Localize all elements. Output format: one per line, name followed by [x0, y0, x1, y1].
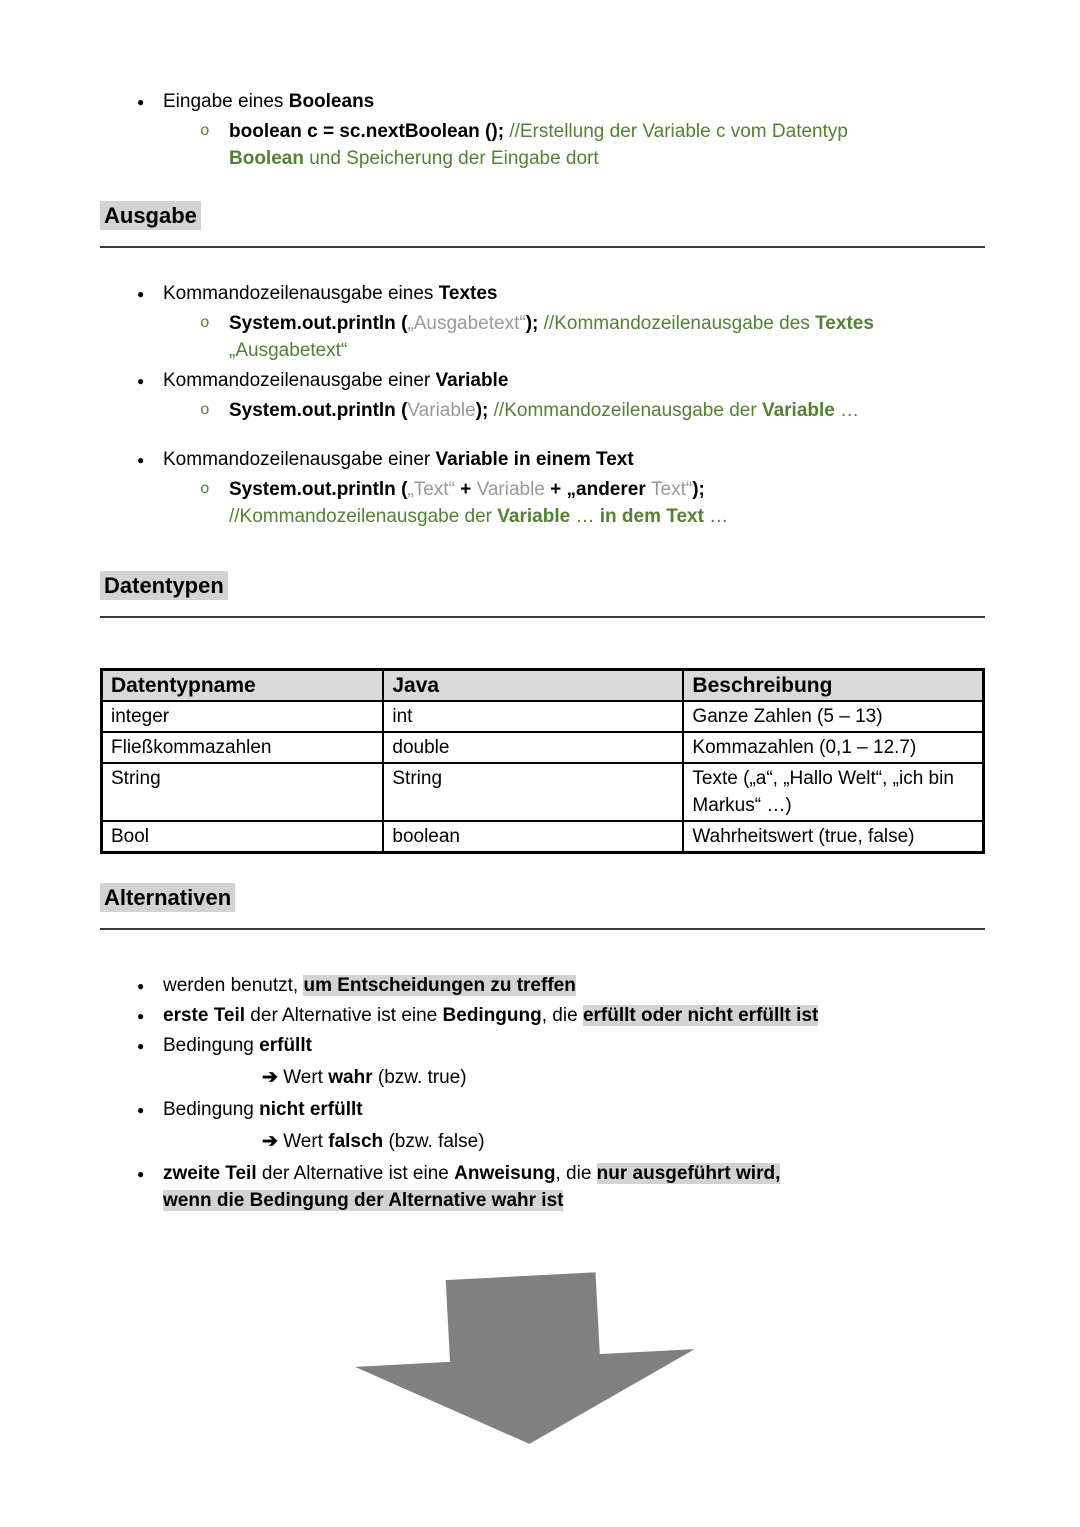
table-cell: integer	[102, 701, 384, 732]
table-cell: Ganze Zahlen (5 – 13)	[683, 701, 983, 732]
section-heading-ausgabe	[100, 202, 985, 248]
code-item-println-variable-in-text	[100, 476, 985, 530]
table-cell: Wahrheitswert (true, false)	[683, 821, 983, 853]
bullet-text: Kommandozeilenausgabe einer Variable	[163, 370, 509, 391]
bullet-text: zweite Teil der Alternative ist eine Anweisung, die nur ausgeführt wird,	[163, 1163, 781, 1184]
arrow-text: ➔ Wert falsch (bzw. false)	[262, 1131, 485, 1152]
code-line: o System.out.println („Text“ + Variable + „anderer Text“);	[229, 479, 705, 500]
comment-line: //Kommandozeilenausgabe der Variable … in dem Text …	[229, 506, 729, 527]
table-cell: boolean	[383, 821, 683, 853]
bullet-item-ausgabe-variable-in-text	[100, 446, 985, 473]
code-item-println-variable	[100, 397, 985, 424]
section-title: Alternativen	[100, 883, 235, 912]
code-line: Boolean und Speicherung der Eingabe dort	[229, 148, 599, 169]
code-line: o System.out.println (Variable); //Kommandozeilenausgabe der Variable …	[229, 400, 860, 421]
table-header-row	[102, 670, 984, 702]
code-line: o System.out.println („Ausgabetext“); //Kommandozeilenausgabe des Textes	[229, 313, 874, 334]
code-line: „Ausgabetext“	[229, 340, 348, 361]
bullet-text: werden benutzt, um Entscheidungen zu treffen	[163, 975, 576, 996]
bullet-text: Kommandozeilenausgabe einer Variable in einem Text	[163, 449, 634, 470]
table-cell: String	[383, 763, 683, 821]
down-arrow	[351, 1267, 699, 1453]
datatypes-table	[100, 668, 985, 854]
bullet-text: wenn die Bedingung der Alternative wahr ist	[163, 1190, 564, 1211]
table-row	[102, 701, 984, 732]
table-cell: Bool	[102, 821, 384, 853]
table-cell: Fließkommazahlen	[102, 732, 384, 763]
section-title: Datentypen	[100, 571, 228, 600]
table-row	[102, 763, 984, 821]
bullet-item-eingabe-boolean	[100, 88, 985, 115]
bullet-text: Eingabe eines Booleans	[163, 91, 375, 112]
table-cell: String	[102, 763, 384, 821]
bullet-text: Kommandozeilenausgabe eines Textes	[163, 283, 498, 304]
section-title: Ausgabe	[100, 201, 201, 230]
bullet-item-alternativen-3	[100, 1032, 985, 1059]
down-arrow-shape	[351, 1267, 699, 1453]
arrow-result-false	[100, 1126, 985, 1157]
code-item-println-text	[100, 310, 985, 364]
table-header-cell: Datentypname	[102, 670, 384, 702]
bullet-item-ausgabe-variable	[100, 367, 985, 394]
table-row	[102, 821, 984, 853]
table-header-cell: Beschreibung	[683, 670, 983, 702]
code-line: o boolean c = sc.nextBoolean (); //Erstellung der Variable c vom Datentyp	[229, 121, 848, 142]
table-cell: Texte („a“, „Hallo Welt“, „ich bin Markus“ …)	[683, 763, 983, 821]
bullet-item-alternativen-1	[100, 972, 985, 999]
bullet-item-alternativen-5	[100, 1160, 985, 1214]
arrow-result-true	[100, 1062, 985, 1093]
bullet-text: erste Teil der Alternative ist eine Bedingung, die erfüllt oder nicht erfüllt ist	[163, 1005, 819, 1026]
code-item-boolean	[100, 118, 985, 172]
bullet-item-alternativen-2	[100, 1002, 985, 1029]
bullet-text: Bedingung erfüllt	[163, 1035, 312, 1056]
bullet-text: Bedingung nicht erfüllt	[163, 1099, 363, 1120]
bullet-item-ausgabe-text	[100, 280, 985, 307]
bullet-item-alternativen-4	[100, 1096, 985, 1123]
table-header-cell: Java	[383, 670, 683, 702]
arrow-text: ➔ Wert wahr (bzw. true)	[262, 1067, 467, 1088]
section-heading-datentypen	[100, 572, 985, 618]
section-heading-alternativen	[100, 884, 985, 930]
table-cell: Kommazahlen (0,1 – 12.7)	[683, 732, 983, 763]
table-cell: int	[383, 701, 683, 732]
table-cell: double	[383, 732, 683, 763]
table-row	[102, 732, 984, 763]
